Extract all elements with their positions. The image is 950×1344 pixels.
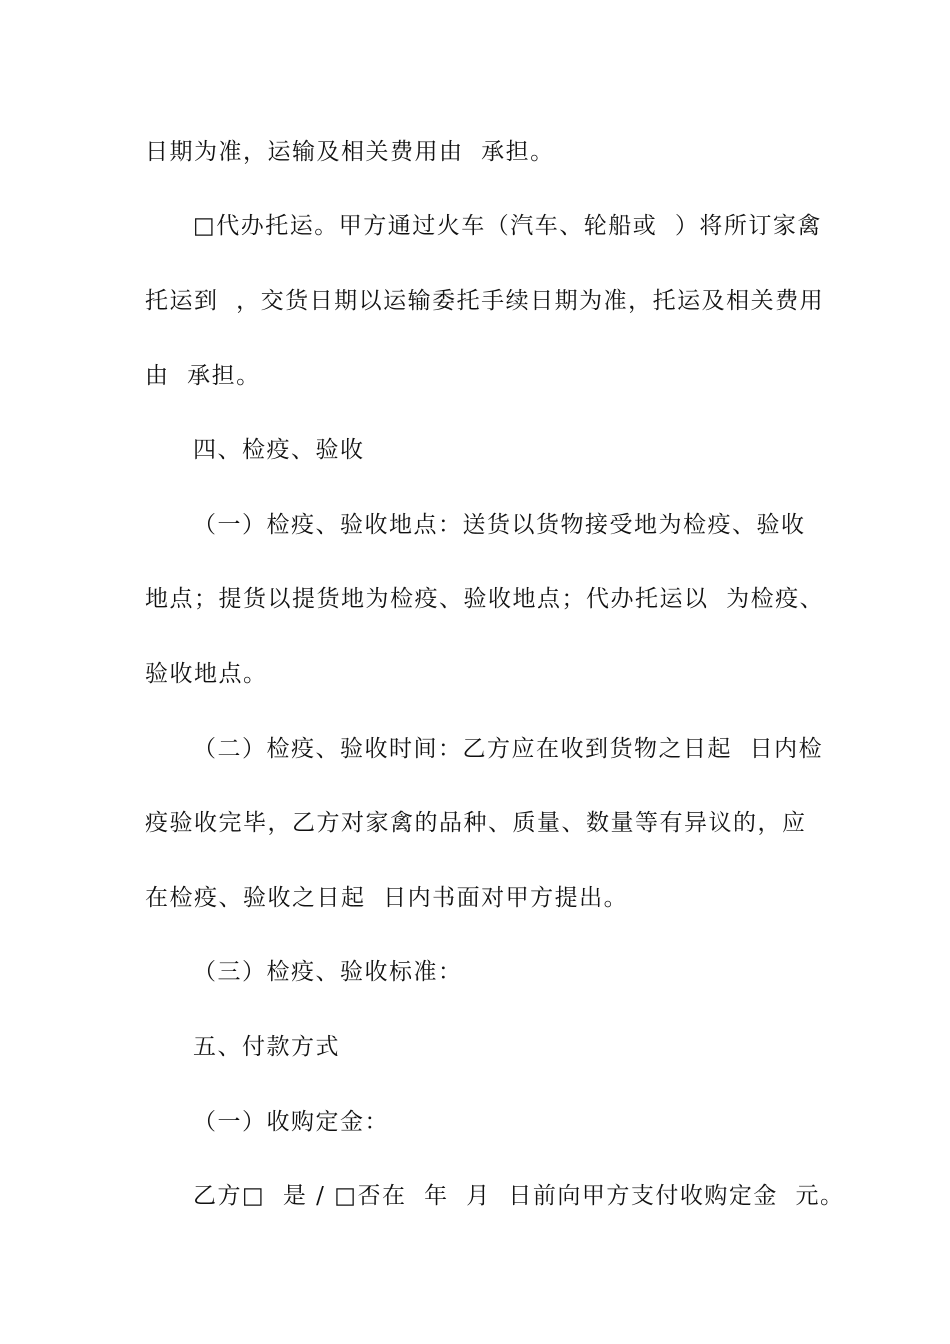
- text-line-11: 在检疫、验收之日起 日内书面对甲方提出。: [145, 885, 629, 911]
- text-line-4: 由 承担。: [145, 363, 261, 389]
- text-line-8: 验收地点。: [145, 661, 268, 687]
- text-line-12: （三）检疫、验收标准：: [193, 959, 463, 985]
- section-heading-4: 四、检疫、验收: [193, 437, 365, 463]
- text-line-15: 乙方□ 是 / □否在 年 月 日前向甲方支付收购定金 元。: [193, 1183, 845, 1209]
- text-line-1: 日期为准，运输及相关费用由 承担。: [145, 139, 555, 165]
- text-line-3: 托运到 ，交货日期以运输委托手续日期为准，托运及相关费用: [145, 288, 825, 314]
- text-line-7: 地点；提货以提货地为检疫、验收地点；代办托运以 为检疫、: [145, 586, 825, 612]
- text-line-2: □代办托运。甲方通过火车（汽车、轮船或 ）将所订家禽: [193, 213, 822, 239]
- text-line-9: （二）检疫、验收时间：乙方应在收到货物之日起 日内检: [193, 736, 824, 762]
- text-line-10: 疫验收完毕，乙方对家禽的品种、质量、数量等有异议的，应: [145, 810, 807, 836]
- text-line-6: （一）检疫、验收地点：送货以货物接受地为检疫、验收: [193, 512, 806, 538]
- section-heading-5: 五、付款方式: [193, 1034, 340, 1060]
- text-line-14: （一）收购定金：: [193, 1109, 389, 1135]
